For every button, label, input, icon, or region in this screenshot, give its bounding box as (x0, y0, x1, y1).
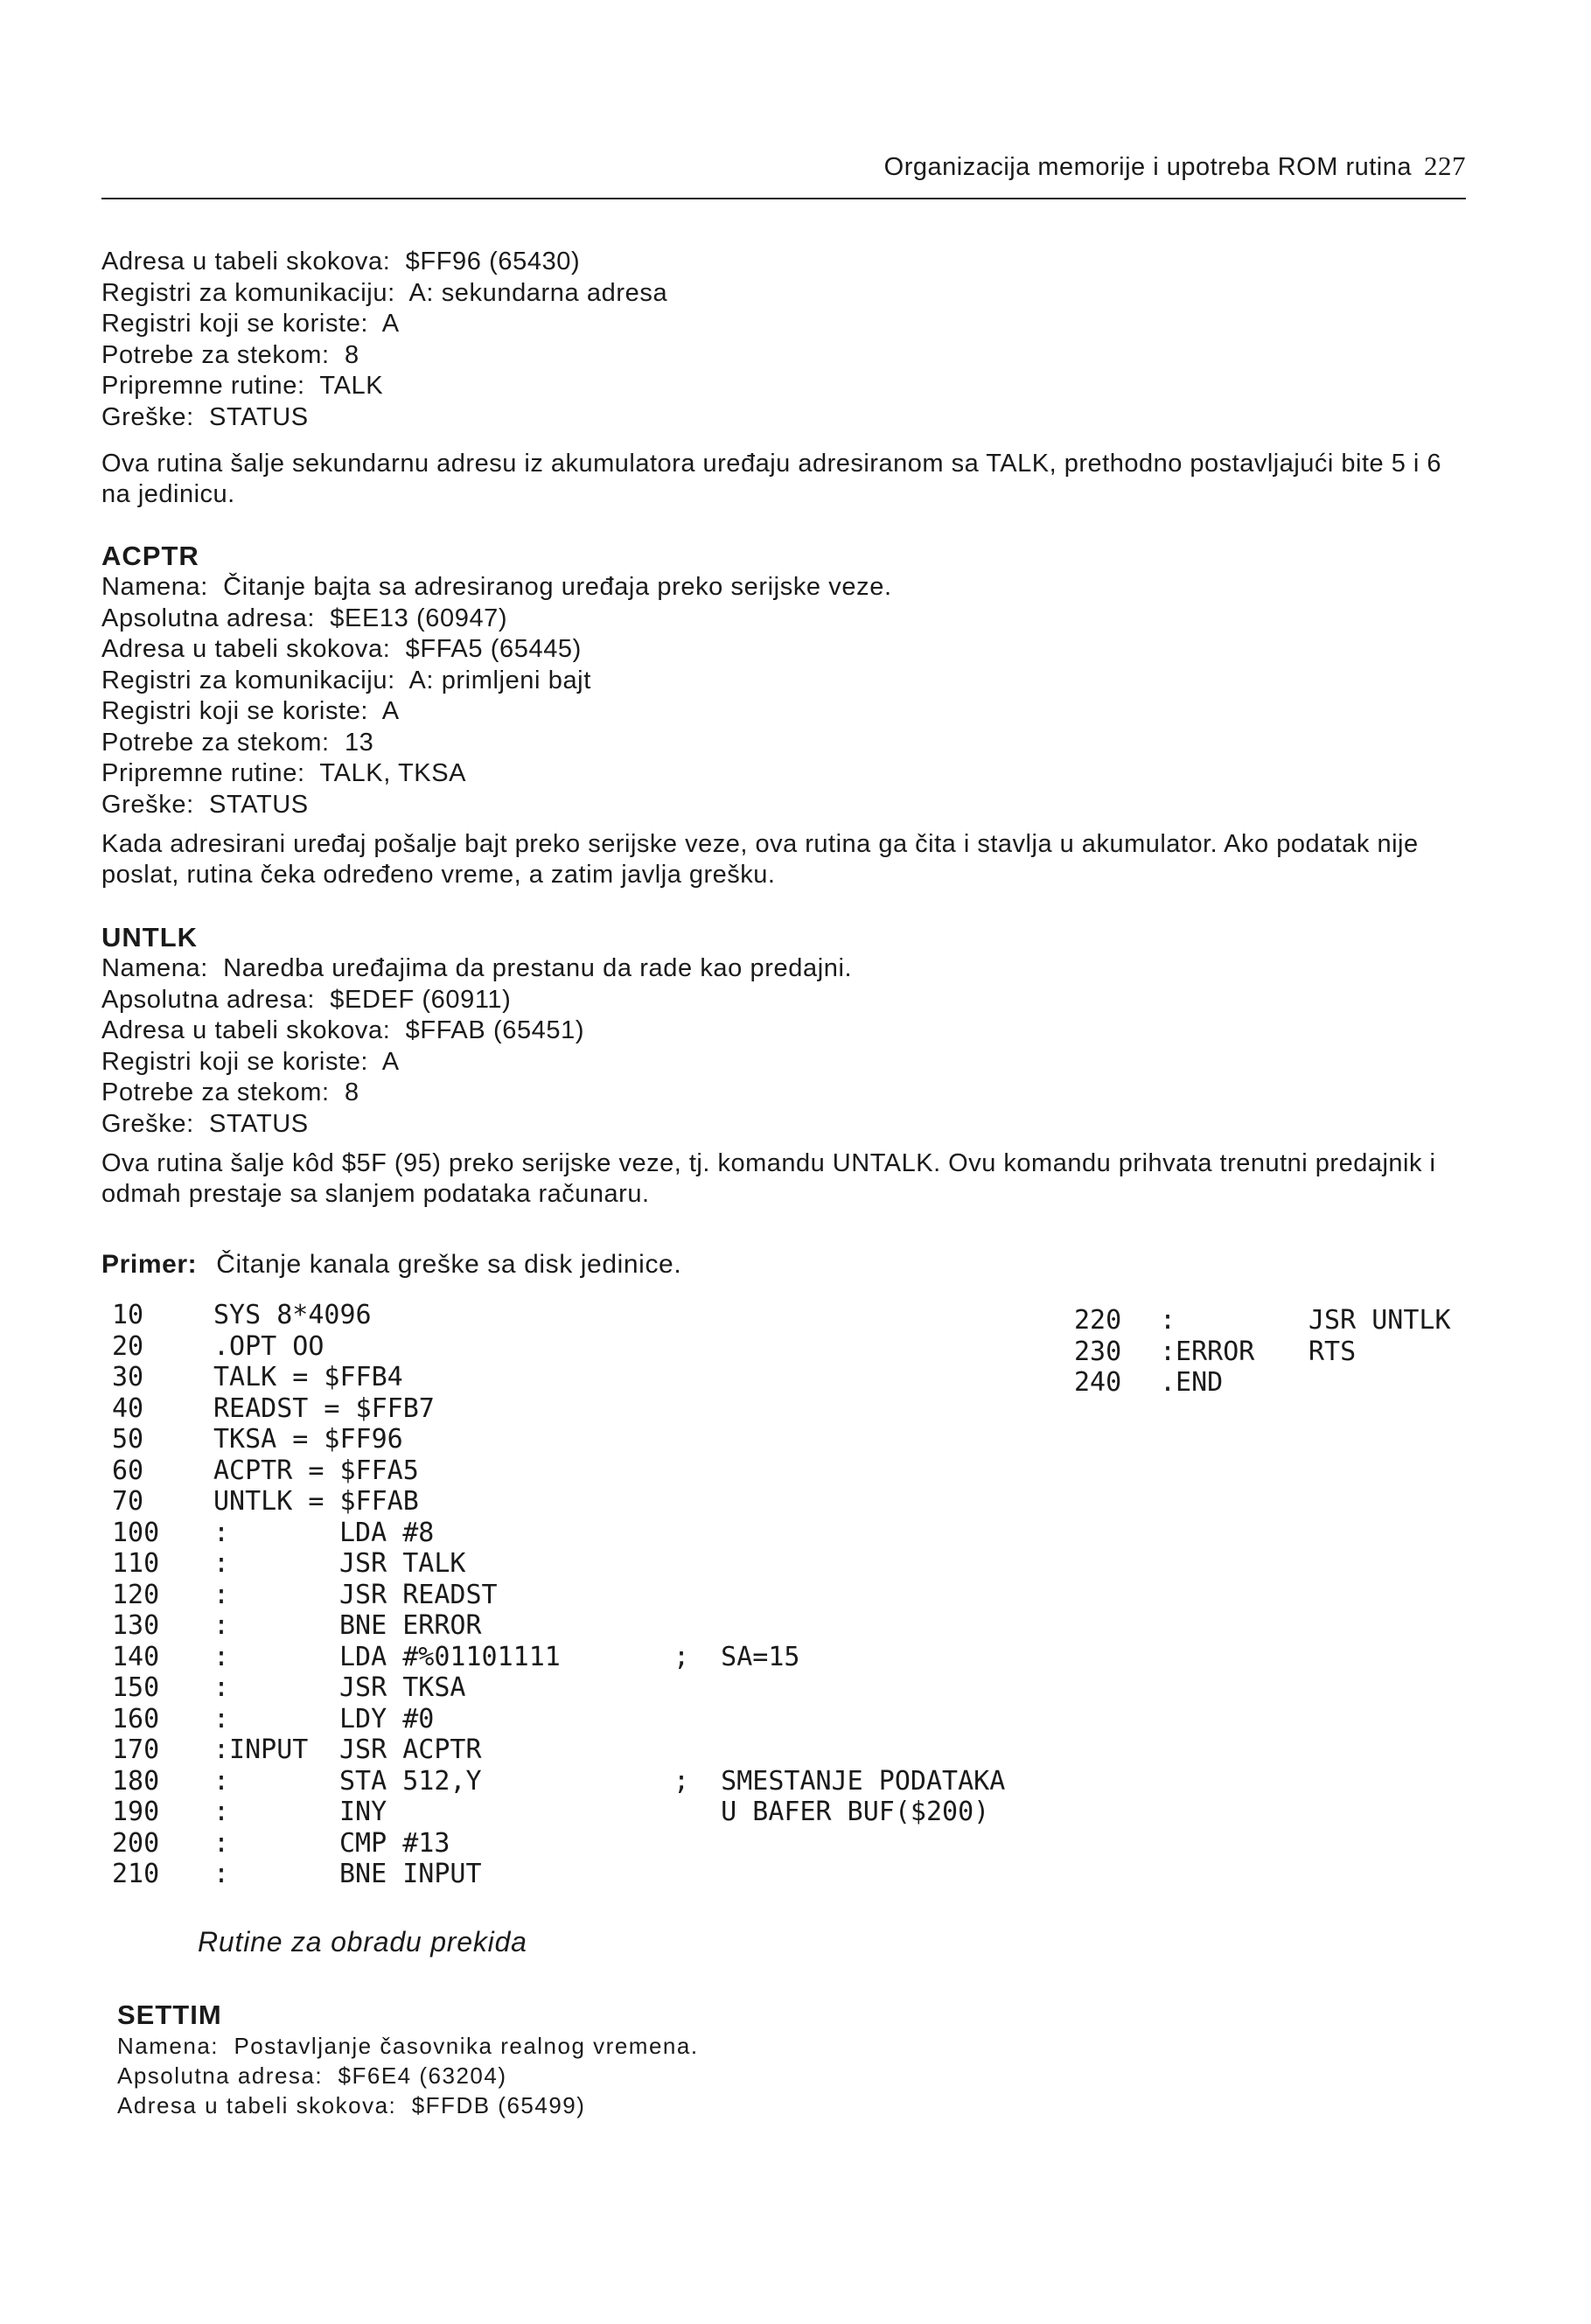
code-label: :INPUT (213, 1734, 309, 1765)
code-label: : (213, 1548, 230, 1579)
code-line (112, 1548, 1005, 1580)
code-line (112, 1828, 1005, 1860)
description-paragraph: Kada adresirani uređaj pošalje bajt preko serijske veze, ova rutina ga čita i stavlja u akumulator. Ako podatak nije poslat, rutina čeka određeno vreme, a zatim javlja grešku. (101, 830, 1419, 889)
code-label: .END (1160, 1367, 1224, 1398)
code-line (112, 1486, 1005, 1518)
example-text: Čitanje kanala greške sa disk jedinice. (216, 1250, 682, 1279)
line-number: 20 (112, 1330, 144, 1362)
code-label: : (213, 1517, 230, 1548)
info-line: Adresa u tabeli skokova: $FFDB (65499) (117, 2092, 586, 2118)
info-line: Potrebe za stekom: 8 (101, 1078, 359, 1106)
info-line: Potrebe za stekom: 8 (101, 340, 359, 369)
info-line: Pripremne rutine: TALK, TKSA (101, 759, 467, 787)
code-instruction: JSR TKSA (339, 1672, 466, 1703)
info-line: Namena: Naredba uređajima da prestanu da rade kao predajni. (101, 954, 853, 982)
code-line (112, 1797, 1005, 1828)
code-line (112, 1704, 1005, 1735)
info-line: Registri koji se koriste: A (101, 1047, 400, 1076)
code-comment: ; SMESTANJE PODATAKA (673, 1765, 1006, 1797)
untlk-section (101, 922, 1483, 1210)
code-line (112, 1766, 1005, 1797)
line-number: 180 (112, 1765, 160, 1797)
code-line (112, 1331, 1005, 1363)
line-number: 150 (112, 1672, 160, 1703)
code-label: : (213, 1827, 230, 1859)
code-line (112, 1859, 1005, 1890)
info-line: Apsolutna adresa: $EDEF (60911) (101, 985, 512, 1014)
code-line (112, 1300, 1005, 1331)
code-instruction: STA 512,Y (339, 1765, 482, 1797)
line-number: 110 (112, 1548, 160, 1579)
line-number: 220 (1074, 1305, 1122, 1336)
line-number: 100 (112, 1517, 160, 1548)
info-line: Registri koji se koriste: A (101, 310, 400, 338)
code-line (112, 1642, 1005, 1673)
section-title: Rutine za obradu prekida (198, 1926, 527, 1958)
code-line (112, 1734, 1005, 1766)
code-instruction: LDY #0 (339, 1703, 435, 1734)
code-instruction: INY (339, 1797, 387, 1827)
code-line (112, 1424, 1005, 1455)
code-text: .OPT OO (213, 1330, 324, 1362)
code-text: UNTLK = $FFAB (213, 1486, 419, 1517)
info-line: Greške: STATUS (101, 790, 309, 819)
acptr-section (101, 541, 1483, 890)
code-text: SYS 8*4096 (213, 1300, 372, 1330)
page-number: 227 (1424, 150, 1466, 181)
section-heading: ACPTR (101, 541, 199, 571)
code-line (1074, 1305, 1451, 1336)
info-line: Apsolutna adresa: $F6E4 (63204) (117, 2062, 507, 2089)
description-paragraph: Ova rutina šalje kôd $5F (95) preko serijske veze, tj. komandu UNTALK. Ovu komandu prihvata trenutni predajnik i odmah prestaje sa slanjem podataka računaru. (101, 1149, 1436, 1208)
line-number: 130 (112, 1610, 160, 1641)
code-label: : (213, 1797, 230, 1827)
description-paragraph: Ova rutina šalje sekundarnu adresu iz akumulatora uređaju adresiranom sa TALK, prethodno postavljajući bite 5 i 6 na jedinicu. (101, 450, 1442, 508)
code-listing (112, 1300, 1005, 1890)
line-number: 230 (1074, 1336, 1122, 1367)
code-instruction: JSR READST (339, 1579, 498, 1610)
info-line: Namena: Čitanje bajta sa adresiranog uređaja preko serijske veze. (101, 573, 892, 601)
code-instruction: LDA #8 (339, 1517, 435, 1548)
line-number: 50 (112, 1424, 144, 1455)
code-line (1074, 1336, 1451, 1368)
line-number: 200 (112, 1827, 160, 1859)
line-number: 60 (112, 1455, 144, 1486)
code-text: TALK = $FFB4 (213, 1362, 403, 1392)
line-number: 140 (112, 1641, 160, 1672)
code-line (1074, 1367, 1451, 1399)
settim-section (117, 1999, 1499, 2120)
code-instruction: BNE ERROR (339, 1610, 482, 1641)
code-instruction: JSR TALK (339, 1548, 466, 1579)
info-line: Apsolutna adresa: $EE13 (60947) (101, 604, 508, 632)
info-line: Potrebe za stekom: 13 (101, 728, 374, 757)
tksa-continuation (101, 247, 1483, 510)
section-heading: SETTIM (117, 1999, 222, 2030)
line-number: 30 (112, 1362, 144, 1392)
code-label: : (213, 1672, 230, 1703)
code-label: : (213, 1579, 230, 1610)
code-instruction: JSR ACPTR (339, 1734, 482, 1765)
code-instruction: BNE INPUT (339, 1859, 482, 1889)
section-heading: UNTLK (101, 922, 199, 953)
code-instruction: JSR UNTLK (1308, 1305, 1451, 1336)
code-label: : (213, 1859, 230, 1889)
code-comment: U BAFER BUF($200) (673, 1797, 990, 1827)
line-number: 160 (112, 1703, 160, 1734)
example-intro (101, 1249, 1483, 1281)
line-number: 240 (1074, 1367, 1122, 1398)
line-number: 10 (112, 1300, 144, 1330)
header-rule (101, 198, 1466, 199)
code-text: READST = $FFB7 (213, 1392, 435, 1424)
info-line: Registri za komunikaciju: A: primljeni bajt (101, 666, 591, 694)
code-line (112, 1518, 1005, 1549)
code-instruction: CMP #13 (339, 1827, 450, 1859)
code-label: : (213, 1765, 230, 1797)
code-label: :ERROR (1160, 1336, 1255, 1367)
info-line: Registri koji se koriste: A (101, 697, 400, 725)
line-number: 170 (112, 1734, 160, 1765)
info-line: Adresa u tabeli skokova: $FF96 (65430) (101, 248, 581, 276)
code-listing-continued (1074, 1305, 1451, 1399)
code-line (112, 1672, 1005, 1704)
info-line: Adresa u tabeli skokova: $FFAB (65451) (101, 1016, 585, 1044)
line-number: 210 (112, 1859, 160, 1889)
code-label: : (1160, 1305, 1176, 1336)
line-number: 40 (112, 1392, 144, 1424)
header-title: Organizacija memorije i upotreba ROM rutina (883, 153, 1412, 181)
code-instruction: RTS (1308, 1336, 1357, 1367)
example-label: Primer: (101, 1250, 198, 1279)
running-header (101, 150, 1466, 182)
info-line: Registri za komunikaciju: A: sekundarna adresa (101, 278, 668, 307)
info-line: Adresa u tabeli skokova: $FFA5 (65445) (101, 635, 582, 663)
line-number: 120 (112, 1579, 160, 1610)
code-line (112, 1580, 1005, 1611)
info-line: Greške: STATUS (101, 402, 309, 431)
line-number: 190 (112, 1797, 160, 1827)
info-line: Pripremne rutine: TALK (101, 372, 384, 400)
code-comment: ; SA=15 (673, 1641, 800, 1672)
info-line: Namena: Postavljanje časovnika realnog vremena. (117, 2033, 699, 2059)
info-line: Greške: STATUS (101, 1109, 309, 1138)
code-label: : (213, 1703, 230, 1734)
code-label: : (213, 1610, 230, 1641)
code-line (112, 1455, 1005, 1487)
code-text: ACPTR = $FFA5 (213, 1455, 419, 1486)
code-line (112, 1362, 1005, 1393)
code-instruction: LDA #%01101111 (339, 1641, 561, 1672)
code-line (112, 1393, 1005, 1425)
line-number: 70 (112, 1486, 144, 1517)
code-label: : (213, 1641, 230, 1672)
code-line (112, 1610, 1005, 1642)
code-text: TKSA = $FF96 (213, 1424, 403, 1455)
